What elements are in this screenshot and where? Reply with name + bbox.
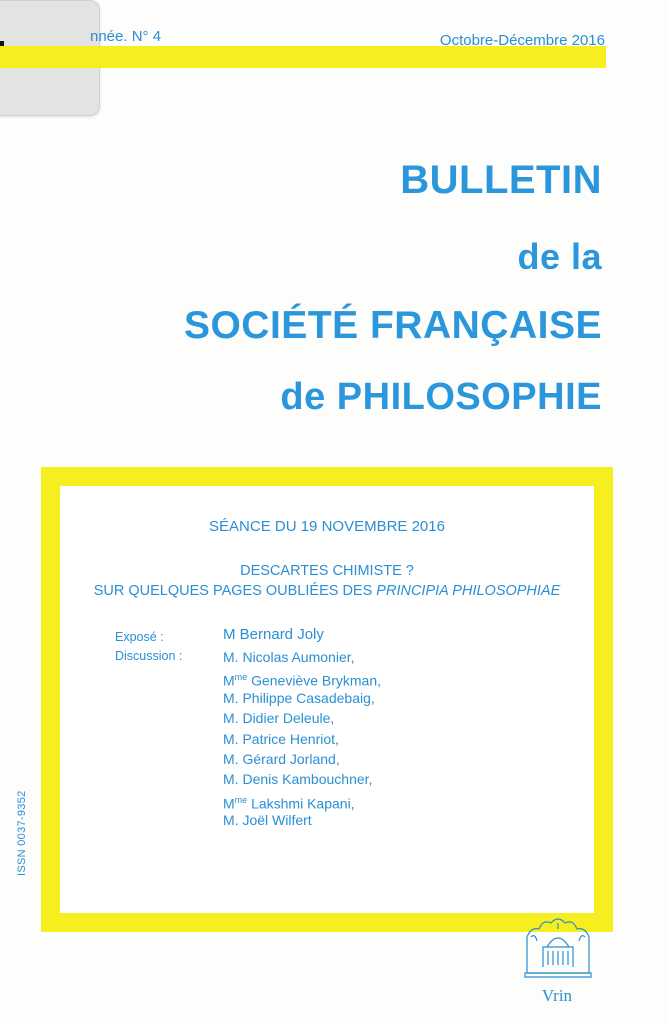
- discussant-title-sup: me: [234, 672, 248, 683]
- discussant-name: Lakshmi Kapani,: [251, 795, 355, 812]
- discussant: [223, 769, 381, 789]
- publisher-logo-icon: [521, 907, 595, 981]
- discussant-name: Denis Kambouchner,: [242, 771, 373, 788]
- discussant: [223, 790, 381, 810]
- discussant-name: Joël Wilfert: [242, 812, 312, 829]
- discussant-name: Didier Deleule,: [242, 710, 335, 727]
- issn-number: ISSN 0037-9352: [16, 790, 28, 876]
- discussant-name: Philippe Casadebaig,: [242, 689, 375, 706]
- discussant-title-sup: me: [234, 794, 248, 805]
- publisher-name: Vrin: [541, 986, 573, 1005]
- title-line-2: de la: [517, 236, 602, 277]
- discussant-title: M.: [223, 710, 239, 727]
- discussant-title: M: [223, 795, 235, 812]
- discussant-name: Nicolas Aumonier,: [242, 649, 355, 665]
- roles-column: [115, 628, 182, 666]
- discussant: [223, 667, 382, 690]
- discussant-title: M.: [223, 689, 239, 706]
- discussant-title: M.: [223, 730, 239, 747]
- participants-column: [223, 625, 381, 831]
- session-subject-line-1: DESCARTES CHIMISTE ?: [240, 563, 414, 579]
- session-date: SÉANCE DU 19 NOVEMBRE 2016: [209, 518, 445, 535]
- title-line-3: SOCIÉTÉ FRANÇAISE: [183, 304, 602, 347]
- speaker-name: M Bernard Joly: [223, 626, 324, 643]
- subject-italic: PRINCIPIA PHILOSOPHIAE: [376, 583, 561, 599]
- discussant: [223, 749, 381, 769]
- title-line-4: de PHILOSOPHIE: [280, 376, 602, 418]
- discussant-title: M.: [223, 812, 239, 829]
- session-subject-line-2: [60, 583, 594, 599]
- role-expose: Exposé :: [115, 630, 164, 644]
- discussant: [223, 647, 381, 667]
- discussant: [223, 810, 381, 830]
- header-yellow-band: [0, 46, 606, 68]
- discussant-name: Patrice Henriot,: [242, 730, 339, 747]
- session-frame: [41, 467, 613, 932]
- issue-date: Octobre-Décembre 2016: [439, 32, 605, 49]
- title-line-1: BULLETIN: [400, 158, 602, 202]
- discussant-title: M.: [223, 771, 239, 788]
- discussant-name: Geneviève Brykman,: [251, 673, 382, 690]
- subject-prefix: SUR QUELQUES PAGES OUBLIÉES DES: [93, 583, 377, 599]
- issue-number: nnée. N° 4: [90, 28, 162, 45]
- discussant-name: Gérard Jorland,: [242, 750, 340, 767]
- discussant-title: M: [223, 673, 235, 690]
- discussant-title: M.: [223, 649, 239, 665]
- role-discussion: Discussion :: [115, 649, 183, 663]
- discussant: [223, 708, 381, 728]
- discussant: [223, 688, 381, 708]
- discussant: [223, 729, 381, 749]
- discussant-title: M.: [223, 750, 239, 767]
